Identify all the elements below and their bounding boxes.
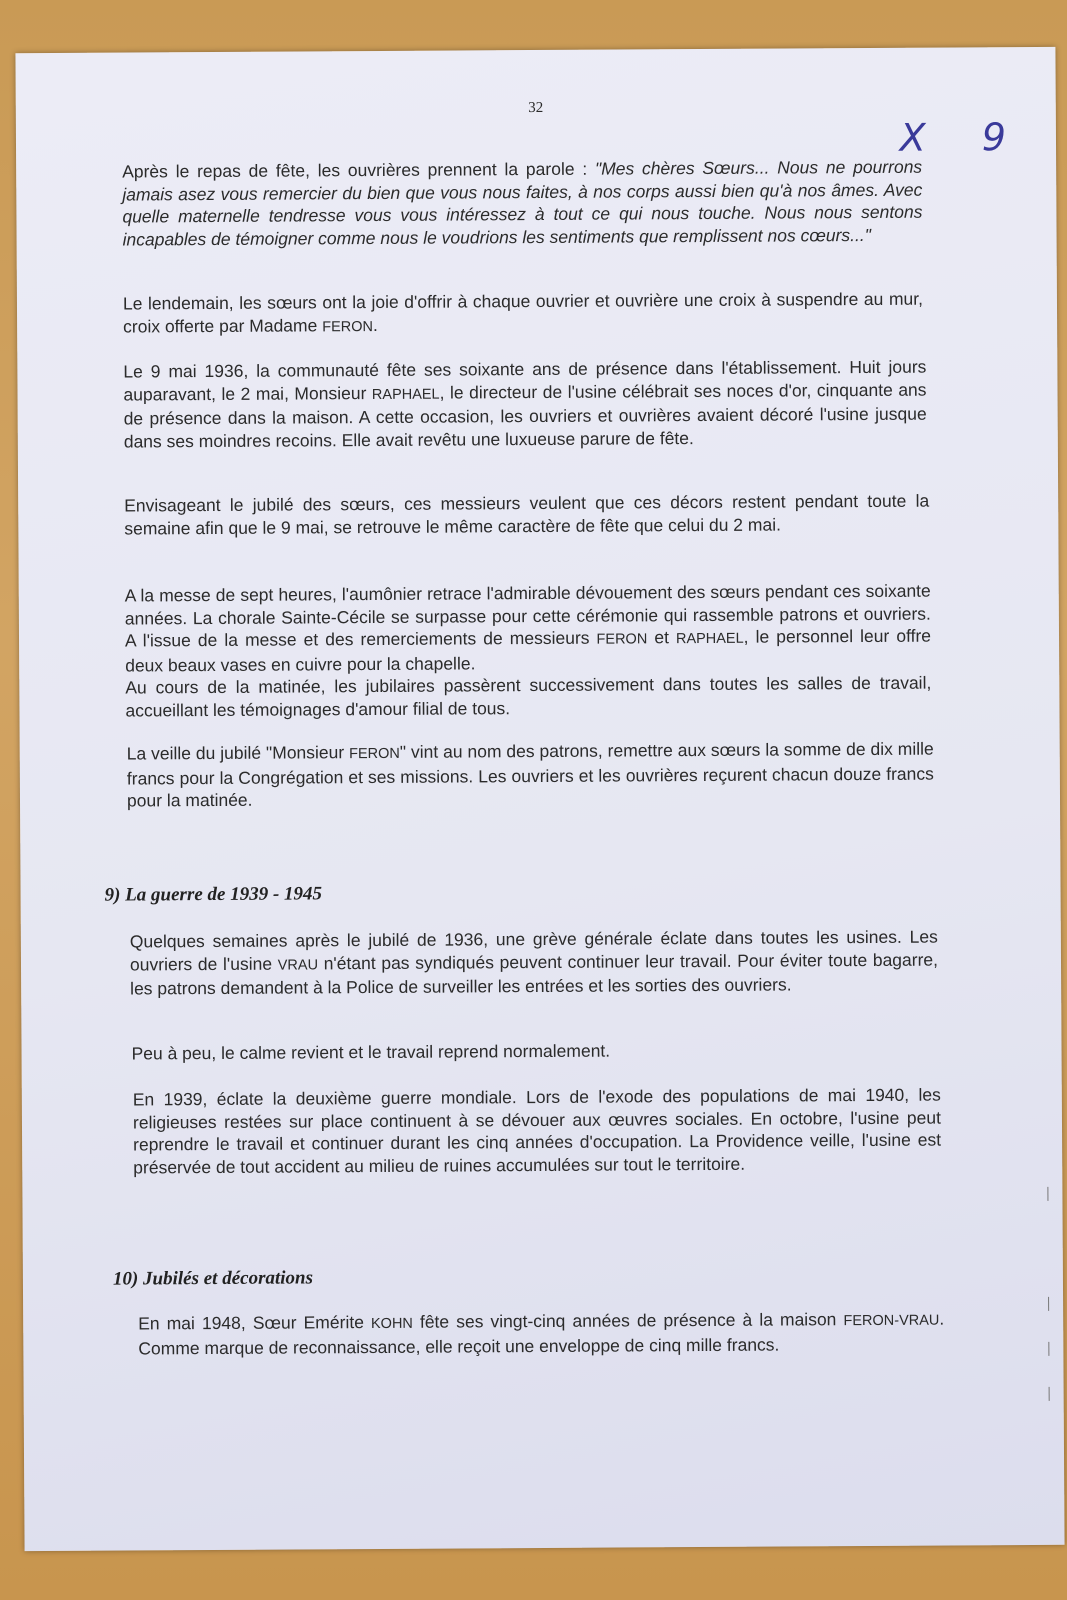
scan-edge-mark [1049,1387,1050,1401]
handwritten-annotation: X 9 [899,115,1029,160]
page-number: 32 [528,99,544,117]
scan-edge-mark [1047,1187,1048,1201]
scan-edge-mark [1048,1297,1049,1311]
paragraph-2: Le lendemain, les sœurs ont la joie d'offrir à chaque ouvrier et ouvrière une croix à suspendre au mur, croix offerte par Madame FERON. [122,288,924,337]
paragraph-10: En mai 1948, Sœur Emérite KOHN fête ses vingt-cinq années de présence à la maison FERON-VRAU. Comme marque de reconnaissance, elle reçoit une enveloppe de cinq mille francs. [138,1308,945,1358]
paragraph-1: Après le repas de fête, les ouvrières prennent la parole : "Mes chères Sœurs... Nous ne pourrons jamais asez vous remercier du bien que vous nous faites, à nos corps aussi bien qu'à nos âmes. Avec quelle maternelle tendresse vous vous intéressez à tout ce qui nous touche. Nous nous sentons incapables de témoigner comme nous le voudrions les sentiments que remplissent nos cœurs..." [122,156,923,250]
paragraph-4: Envisageant le jubilé des sœurs, ces messieurs veulent que ces décors restent pendant toute la semaine afin que le 9 mai, se retrouve le même caractère de fête que celui du 2 mai. [124,490,930,539]
paragraph-9: En 1939, éclate la deuxième guerre mondiale. Lors de l'exode des populations de mai 1940, les religieuses restées sur place continuent à se dévouer aux œuvres sociales. En octobre, l'usine peut reprendre le travail et continuer durant les cinq années d'occupation. La Providence veille, l'usine est préservée de tout accident au milieu de ruines accumulées sur tout le territoire. [132,1084,942,1177]
workers-quote: "Mes chères Sœurs... Nous ne pourrons jamais asez vous remercier du bien que vous nous faites, à nos corps aussi bien qu'à nos âmes. Avec quelle maternelle tendresse vous vous intéressez à tout ce qui nous touche. Nous nous sentons incapables de témoigner comme nous le voudrions les sentiments que remplissent nos cœurs..." [122,156,923,250]
document-page [15,47,1064,1551]
paragraph-7: Quelques semaines après le jubilé de 1936, une grève générale éclate dans toutes les usines. Les ouvriers de l'usine VRAU n'étant pas syndiqués peuvent continuer leur travail. Pour éviter toute bagarre, les patrons demandent à la Police de surveiller les entrées et les sorties des ouvriers. [129,926,939,999]
paragraph-5: A la messe de sept heures, l'aumônier retrace l'admirable dévouement des sœurs pendant ces soixante années. La chorale Sainte-Cécile se surpasse pour cette cérémonie qui rassemble patrons et ouvriers. A l'issue de la messe et des remerciements de messieurs FERON et RAPHAEL, le personnel leur offre deux beaux vases en cuivre pour la chapelle. Au cours de la matinée, les jubilaires passèrent successivement dans toutes les salles de travail, accueillant les témoignages d'amour filial de tous. [124,580,932,721]
paragraph-8: Peu à peu, le calme revient et le travail reprend normalement. [131,1040,611,1064]
paragraph-6: La veille du jubilé "Monsieur FERON" vint au nom des patrons, remettre aux sœurs la somme de dix mille francs pour la Congrégation et ses missions. Les ouvriers et les ouvrières reçurent chacun douze francs pour la matinée. [126,738,934,811]
scan-edge-mark [1048,1342,1049,1356]
section-heading-9: 9) La guerre de 1939 - 1945 [104,883,323,906]
paragraph-3: Le 9 mai 1936, la communauté fête ses soixante ans de présence dans l'établissement. Huit jours auparavant, le 2 mai, Monsieur RAPHAEL, le directeur de l'usine célébrait ses noces d'or, cinquante ans de présence dans la maison. A cette occasion, les ouvriers et ouvrières avaient décoré l'usine jusque dans ses moindres recoins. Elle avait revêtu une luxueuse parure de fête. [123,356,927,452]
section-heading-10: 10) Jubilés et décorations [112,1267,314,1290]
